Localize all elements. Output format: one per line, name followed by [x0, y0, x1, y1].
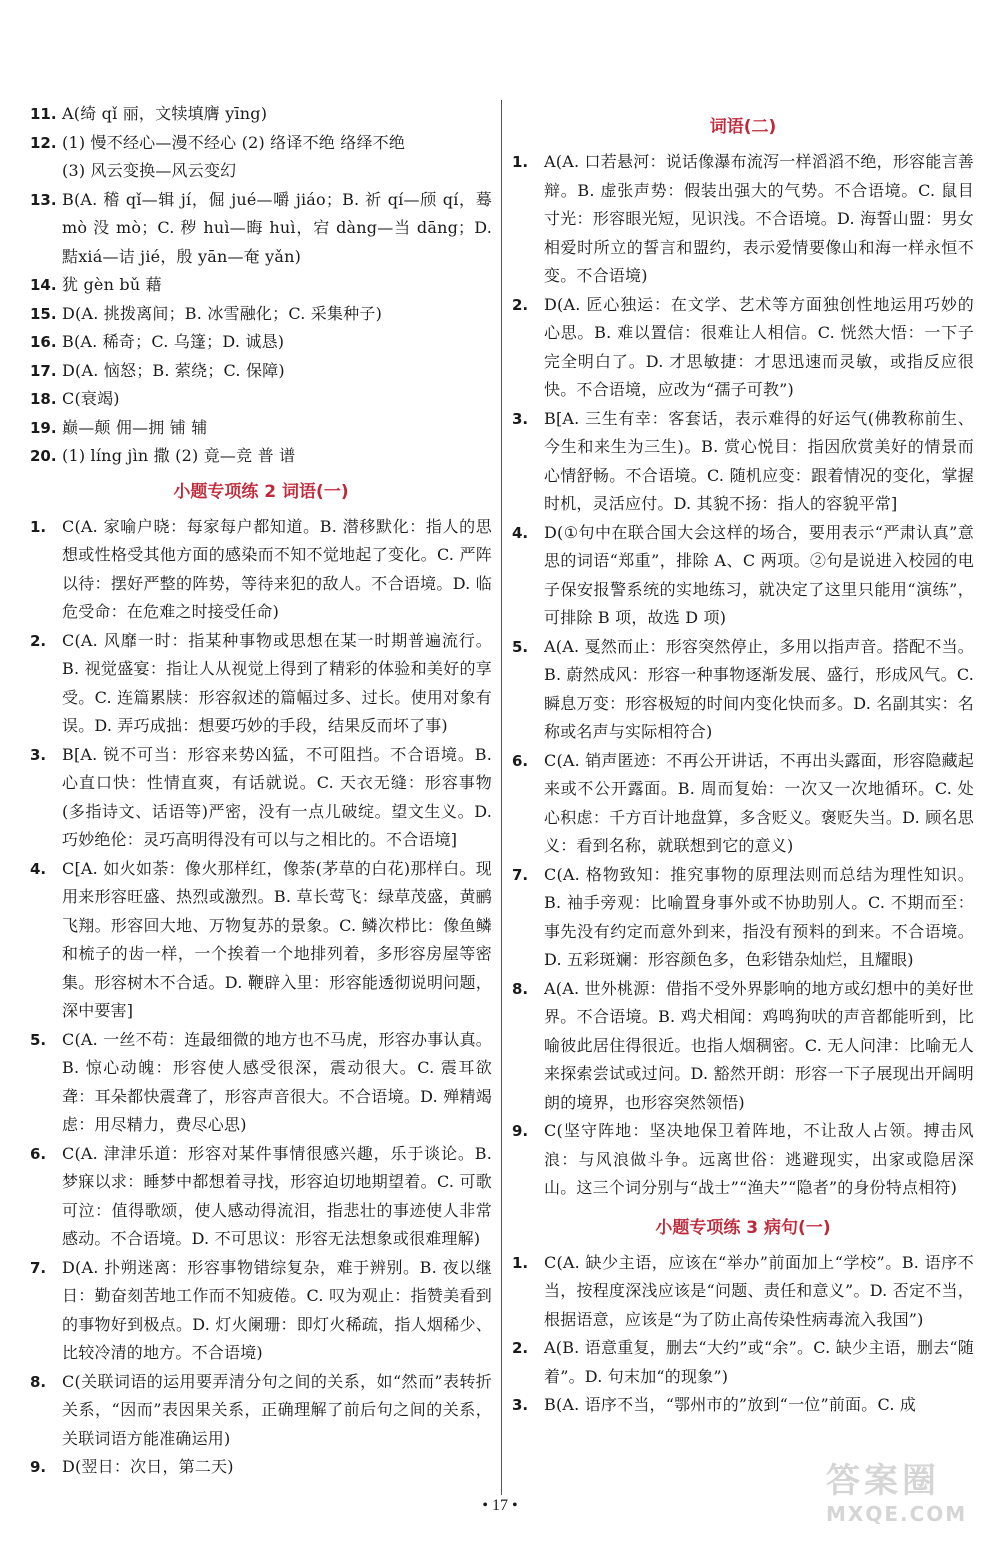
- answer-item: [30, 627, 492, 741]
- answer-number: 8.: [30, 1372, 47, 1391]
- answer-item: [30, 357, 492, 386]
- answer-text: C(关联词语的运用要弄清分句之间的关系，如“然而”表转折关系，“因而”表因果关系，正确理解了前后句之间的关系，关联词语方能准确运用): [62, 1371, 492, 1448]
- answer-number: 1.: [512, 1253, 529, 1272]
- answer-text: D(A. 恼怒；B. 萦绕；C. 保障): [62, 360, 285, 380]
- answer-item: [30, 1140, 492, 1254]
- answer-text: A(绮 qǐ 丽，文犊填膺 yīng): [62, 104, 268, 123]
- answer-text: B(A. 稀奇；C. 乌篷；D. 诚恳): [62, 332, 285, 351]
- answer-number: 7.: [512, 865, 529, 884]
- answer-number: 4.: [30, 859, 47, 878]
- answer-item: [30, 1368, 492, 1454]
- answer-text: A(B. 语意重复，删去“大约”或“余”。C. 缺少主语，删去“随着”。D. 句末加“的现象”): [544, 1338, 974, 1386]
- answer-text: C(A. 风靡一时：指某种事物或思想在某一时期普遍流行。B. 视觉盛宴：指让人从视觉上得到了精彩的体验和美好的享受。C. 连篇累牍：形容叙述的篇幅过多、过长。使用对象有误。D. 弄巧成拙：想要巧妙的手段，结果反而坏了事): [62, 630, 492, 735]
- answer-number: 3.: [512, 1396, 529, 1414]
- answer-number: 5.: [30, 1030, 47, 1049]
- answer-number: 2.: [512, 295, 529, 314]
- answer-item: [512, 1391, 974, 1420]
- answer-item: [30, 271, 492, 300]
- watermark-logo: [826, 1453, 986, 1533]
- answer-item: [512, 1334, 974, 1391]
- answer-number: 15.: [30, 304, 57, 323]
- left-column: [30, 100, 492, 1482]
- answer-number: 3.: [512, 409, 529, 428]
- answer-text: B(A. 语序不当，“鄂州市的”放到“一位”前面。C. 成: [544, 1395, 917, 1414]
- answer-text: C(坚守阵地：坚决地保卫着阵地，不让敌人占领。搏击风浪：与风浪做斗争。远离世俗：逃避现实，出家或隐居深山。这三个词分别与“战士”“渔夫”“隐者”的身份特点相符): [544, 1121, 974, 1197]
- answer-text: C(A. 缺少主语，应该在“举办”前面加上“学校”。B. 语序不当，按程度深浅应该是“问题、责任和意义”。D. 否定不当，根据语意，应该是“为了防止高传染性病毒流入我国”): [544, 1252, 974, 1329]
- watermark-bottom: MXQE.COM: [826, 1502, 968, 1526]
- answer-number: 8.: [512, 979, 529, 998]
- answer-text: C(衰竭): [62, 389, 120, 408]
- answer-text: A(A. 戛然而止：形容突然停止，多用以指声音。搭配不当。B. 蔚然成风：形容一种事物逐渐发展、盛行，形成风气。C. 瞬息万变：形容极短的时间内变化快而多。D. 名副其实：名称或名声与实际相符合): [544, 636, 974, 741]
- answer-item: [512, 405, 974, 519]
- answer-number: 5.: [512, 637, 529, 656]
- answer-item: [30, 328, 492, 357]
- section-title-sentences-1: 小题专项练 3 病句(一): [655, 1217, 831, 1238]
- answer-text: D(A. 匠心独运：在文学、艺术等方面独创性地运用巧妙的心思。B. 难以置信：很难让人相信。C. 恍然大悟：一下子完全明白了。D. 才思敏捷：才思迅速而灵敏，或指反应很快。不合语境，应改为“孺子可教”): [544, 294, 974, 399]
- answer-text: (1) líng jìn 撒 (2) 竟—竞 普 谱: [62, 446, 296, 465]
- answer-text: B(A. 稽 qǐ—辑 jí，倔 jué—嚼 jiáo；B. 祈 qí—颀 qí，蓦 mò 没 mò；C. 秽 huì—晦 huì，宕 dàng—当 dāng；D. 黠xiá—诘 jié，殷 yān—奄 yǎn): [62, 189, 492, 266]
- answer-item: [30, 385, 492, 414]
- answer-text: (1) 慢不经心—漫不经心 (2) 络译不绝 络绎不绝 (3) 风云变换—风云变幻: [62, 132, 406, 180]
- answer-text: B[A. 锐不可当：形容来势凶猛，不可阻挡。不合语境。B. 心直口快：性情直爽，有话就说。C. 天衣无缝：形容事物(多指诗文、话语等)严密，没有一点儿破绽。望文生义。D. 巧妙绝伦：灵巧高明得没有可以与之相比的。不合语境]: [62, 744, 492, 849]
- answer-item: [512, 747, 974, 861]
- answer-item: [30, 855, 492, 1026]
- answer-number: 6.: [512, 751, 529, 770]
- answer-text: C[A. 如火如荼：像火那样红，像荼(茅草的白花)那样白。现用来形容旺盛、热烈或激烈。B. 草长莺飞：绿草茂盛，黄鹂飞翔。形容回大地、万物复苏的景象。C. 鳞次栉比：像鱼鳞和梳子的齿一样，一个挨着一个地排列着，多形容房屋等密集。形容树木不合适。D. 鞭辟入里：形容能透彻说明问题，深中要害]: [62, 858, 492, 1020]
- answer-item: [30, 1254, 492, 1368]
- answer-number: 1.: [512, 153, 529, 171]
- answer-text: C(A. 一丝不苟：连最细微的地方也不马虎，形容办事认真。B. 惊心动魄：形容使人感受很深，震动很大。C. 震耳欲聋：耳朵都快震聋了，形容声音很大。不合语境。D. 殚精竭虑：用尽精力，费尽心思): [62, 1029, 493, 1134]
- answer-number: 12.: [30, 133, 57, 152]
- answer-item: [512, 291, 974, 405]
- answer-text: A(A. 世外桃源：借指不受外界影响的地方或幻想中的美好世界。不合语境。B. 鸡犬相闻：鸡鸣狗吠的声音都能听到，比喻彼此居住得很近。也指人烟稠密。C. 无人问津：比喻无人来探索尝试或过问。D. 豁然开朗：形容一下子展现出开阔明朗的境界，也形容突然领悟): [544, 978, 974, 1112]
- answer-item: [30, 414, 492, 443]
- answer-number: 13.: [30, 190, 57, 209]
- answer-item: [30, 513, 492, 627]
- answer-number: 7.: [30, 1258, 47, 1277]
- answer-text: A(A. 口若悬河：说话像瀑布流泻一样滔滔不绝，形容能言善辩。B. 虚张声势：假装出强大的气势。不合语境。C. 鼠目寸光：形容眼光短，见识浅。不合语境。D. 海誓山盟：男女相爱时所立的誓言和盟约，表示爱情要像山和海一样永恒不变。不合语境): [544, 152, 974, 285]
- answer-number: 11.: [30, 105, 57, 123]
- page-number: • 17 •: [482, 1497, 518, 1514]
- answer-number: 3.: [30, 745, 47, 764]
- answer-number: 14.: [30, 276, 57, 294]
- answer-item: [512, 633, 974, 747]
- section-title-words-2: 词语(二): [709, 117, 777, 137]
- answer-number: 20.: [30, 447, 57, 465]
- answer-text: 巅—颠 佣—拥 铺 辅: [62, 417, 208, 437]
- answer-number: 2.: [512, 1339, 529, 1357]
- answer-text: D(A. 挑拨离间；B. 冰雪融化；C. 采集种子): [62, 303, 383, 323]
- answer-item: [512, 519, 974, 633]
- answer-text: C(A. 销声匿迹：不再公开讲话，不再出头露面，形容隐藏起来或不公开露面。B. 周而复始：一次又一次地循环。C. 处心积虑：千方百计地盘算，多含贬义。褒贬失当。D. 顾名思义：看到名称，就联想到它的意义): [544, 750, 975, 855]
- answer-number: 2.: [30, 631, 47, 650]
- answer-number: 17.: [30, 361, 57, 380]
- right-word-answers: [512, 148, 974, 1203]
- answer-text: D(①句中在联合国大会这样的场合，要用表示“严肃认真”意思的词语“郑重”，排除 A、C 两项。②句是说进入校园的电子保安报警系统的实地练习，就决定了这里只能用“演练”，可排除 B 项，故选 D 项): [544, 522, 974, 627]
- answer-item: [30, 129, 492, 186]
- right-column: [512, 100, 974, 1420]
- answer-item: [30, 741, 492, 855]
- answer-item: [512, 861, 974, 975]
- answer-number: 9.: [512, 1122, 529, 1140]
- answer-item: [30, 1026, 492, 1140]
- answer-item: [512, 1117, 974, 1203]
- answer-number: 16.: [30, 333, 57, 351]
- answer-number: 6.: [30, 1144, 47, 1163]
- answer-number: 9.: [30, 1458, 47, 1476]
- answer-text: D(A. 扑朔迷离：形容事物错综复杂，难于辨别。B. 夜以继日：勤奋刻苦地工作而不知疲倦。C. 叹为观止：指赞美看到的事物好到极点。D. 灯火阑珊：即灯火稀疏，指人烟稀少、比较冷清的地方。不合语境): [62, 1257, 492, 1362]
- answer-number: 1.: [30, 517, 47, 536]
- answer-item: [512, 975, 974, 1118]
- answer-text: C(A. 家喻户晓：每家每户都知道。B. 潜移默化：指人的思想或性格受其他方面的感染而不知不觉地起了变化。C. 严阵以待：摆好严整的阵势，等待来犯的敌人。不合语境。D. 临危受命：在危难之时接受任命): [62, 516, 492, 621]
- answer-text: C(A. 津津乐道：形容对某件事情很感兴趣，乐于谈论。B. 梦寐以求：睡梦中都想着寻找，形容迫切地期望着。C. 可歌可泣：值得歌颂，使人感动得流泪，指悲壮的事迹使人非常感动。不合语境。D. 不可思议：形容无法想象或很难理解): [62, 1143, 492, 1248]
- answer-text: D(翌日：次日，第二天): [62, 1457, 234, 1476]
- answer-item: [30, 186, 492, 272]
- answer-number: 18.: [30, 390, 57, 408]
- answer-item: [30, 1453, 492, 1482]
- answer-item: [512, 148, 974, 291]
- answer-item: [512, 1249, 974, 1335]
- section-title-words-1: 小题专项练 2 词语(一): [173, 481, 349, 502]
- answer-item: [30, 100, 492, 129]
- left-top-answers: [30, 100, 492, 471]
- answer-text: B[A. 三生有幸：客套话，表示难得的好运气(佛教称前生、今生和来生为三生)。B. 赏心悦目：指因欣赏美好的情景而心情舒畅。不合语境。C. 随机应变：跟着情况的变化，掌握时机，灵活应付。D. 其貌不扬：指人的容貌平常]: [544, 408, 974, 513]
- answer-text: 犹 gèn bǔ 藉: [62, 275, 162, 294]
- answer-number: 4.: [512, 523, 529, 542]
- answer-text: C(A. 格物致知：推究事物的原理法则而总结为理性知识。B. 袖手旁观：比喻置身事外或不协助别人。C. 不期而至：事先没有约定而意外到来，指没有预料的到来。不合语境。D. 五彩斑斓：形容颜色多，色彩错杂灿烂，且耀眼): [544, 864, 974, 969]
- right-sentence-answers: [512, 1249, 974, 1420]
- answer-item: [30, 442, 492, 471]
- answer-item: [30, 300, 492, 329]
- left-word-answers: [30, 513, 492, 1482]
- column-divider: [501, 100, 502, 1495]
- watermark-top: 答案圈: [826, 1461, 940, 1501]
- answer-number: 19.: [30, 418, 57, 437]
